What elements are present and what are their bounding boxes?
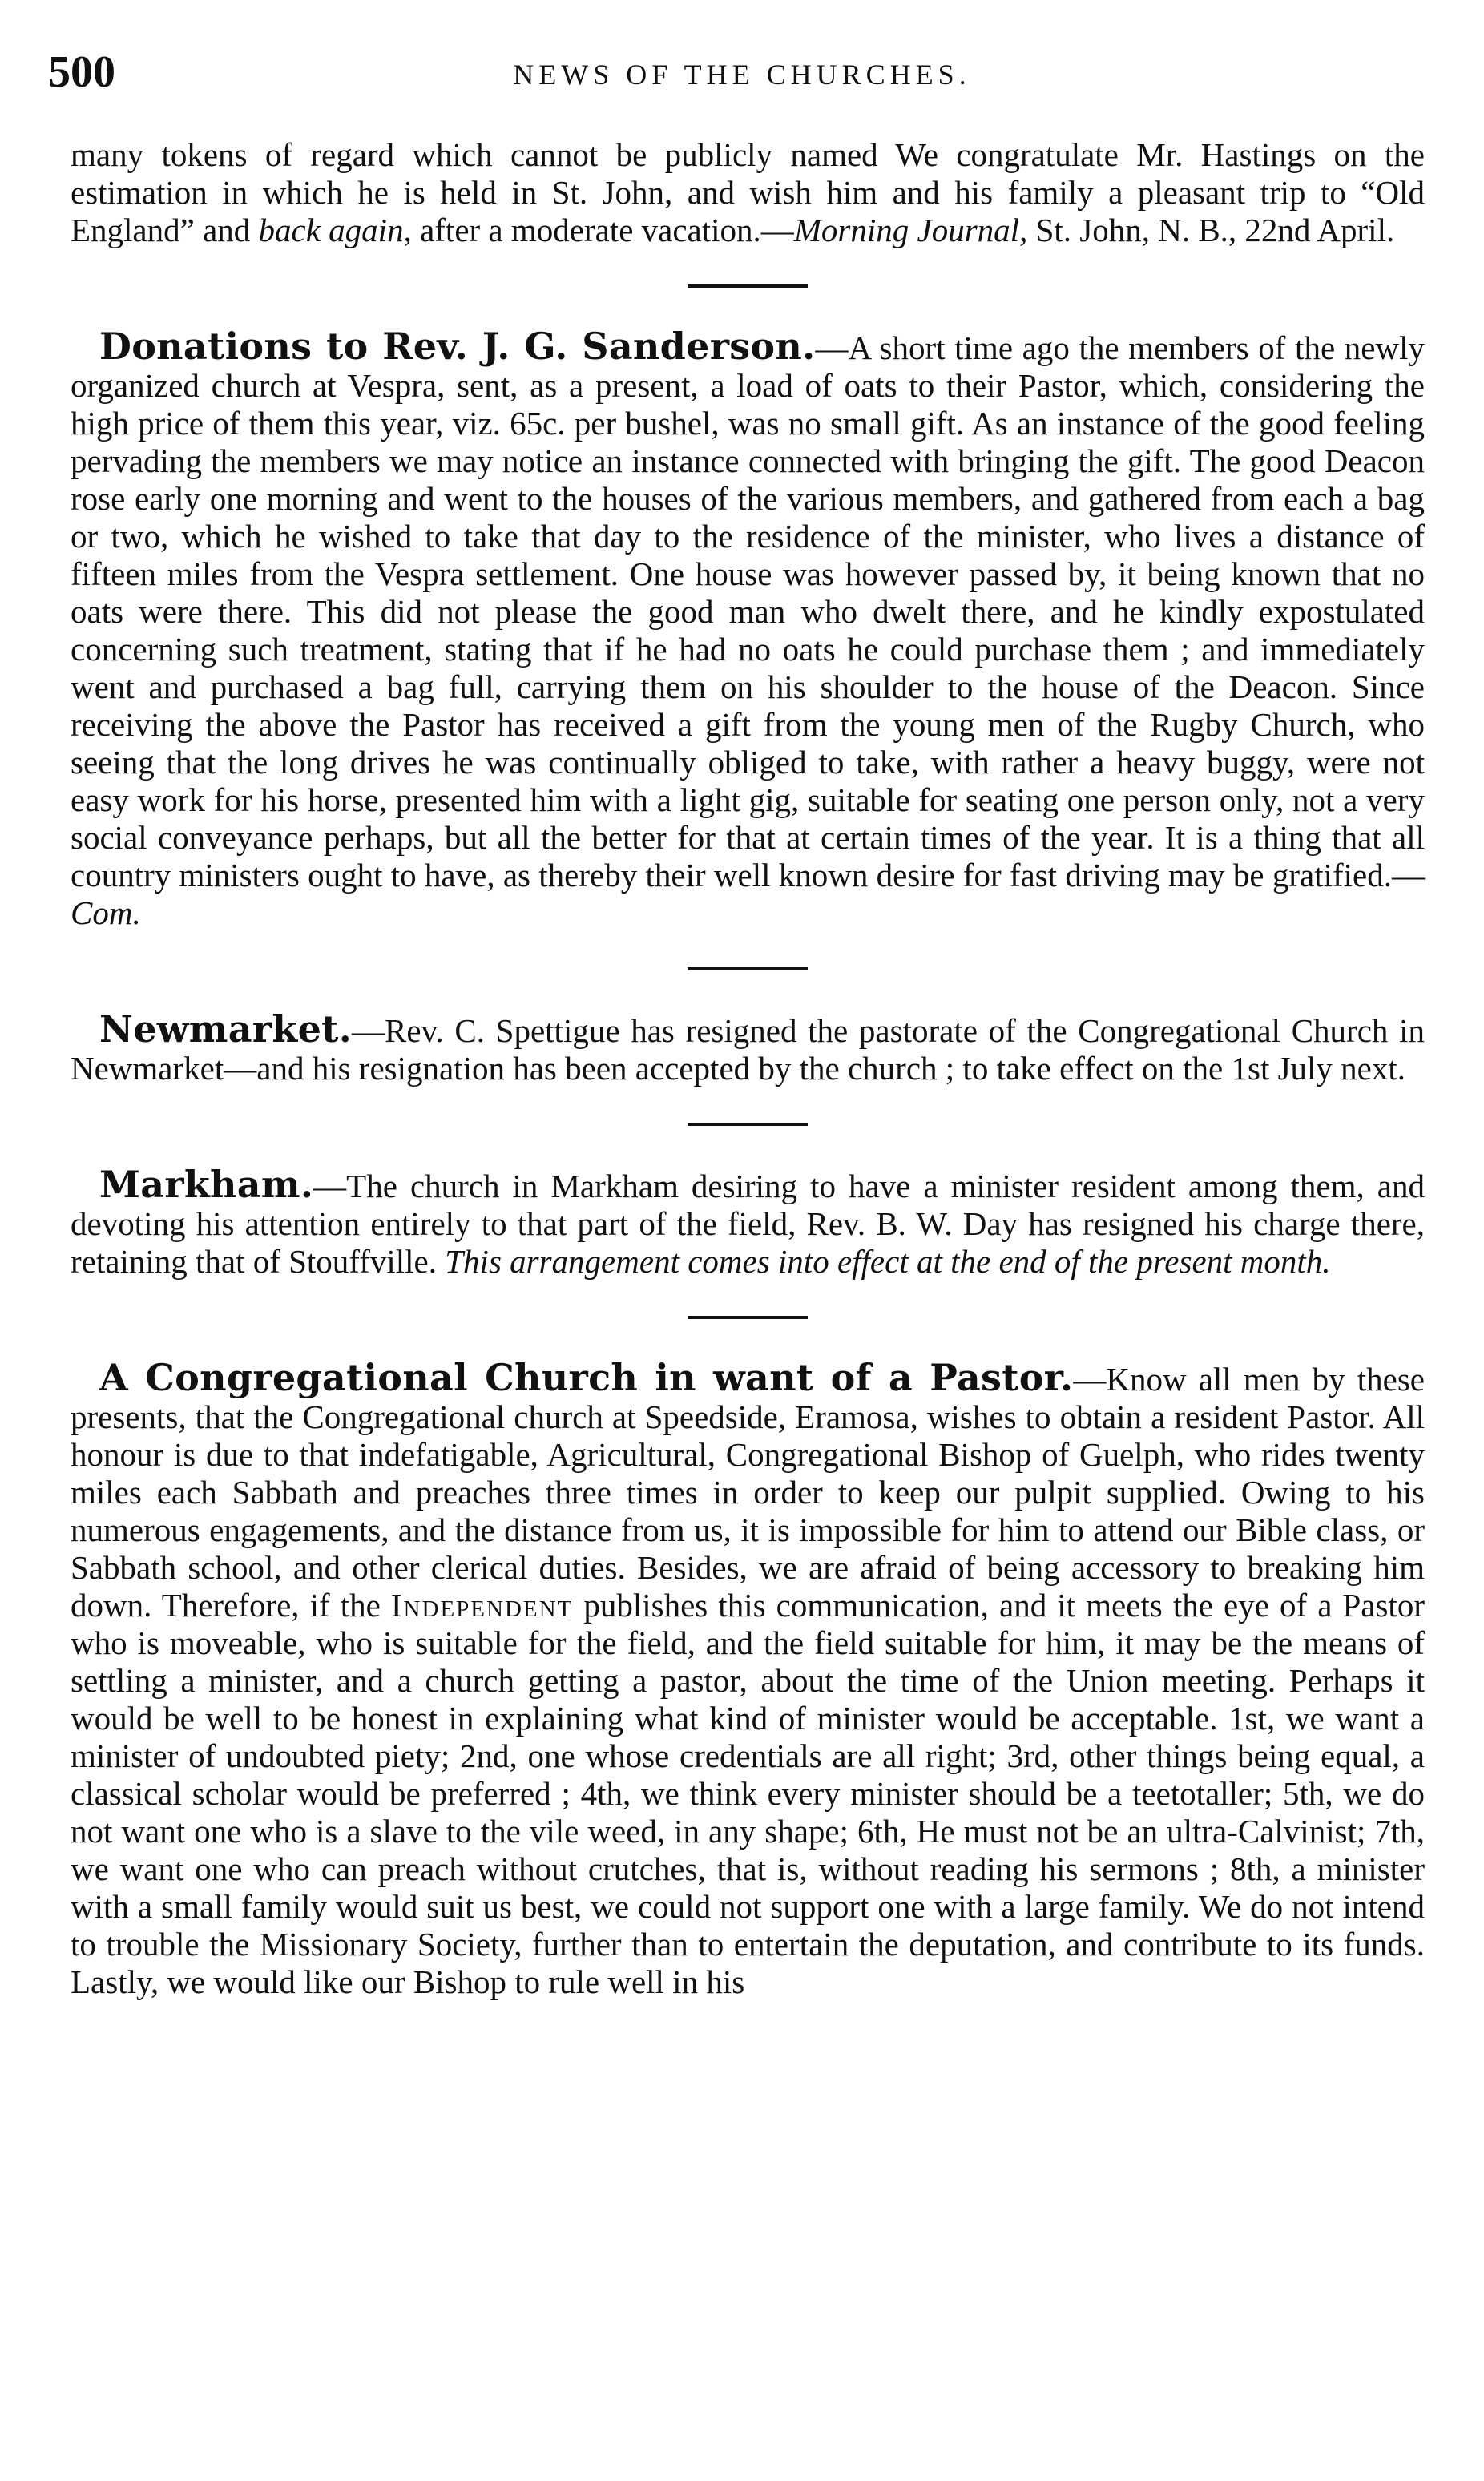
markham-italic-note: This arrangement comes into effect at the end of the present month. [445, 1243, 1331, 1280]
paragraph-speedside [71, 1356, 1425, 2001]
paragraph-newmarket [71, 1007, 1425, 1087]
hastings-source: Morning Journal [793, 212, 1020, 248]
hastings-text-a: many tokens of regard which cannot be publicly named We congratulate Mr. Hastings on the estimation in which he is held in St. John, and wish him and his family a pleasant trip to “Old England” and [71, 136, 1425, 248]
hastings-text-d: , St. John, N. B., 22nd April. [1019, 212, 1395, 248]
page-header [48, 48, 1436, 96]
article-column [71, 136, 1425, 2001]
section-divider [688, 1316, 808, 1319]
paragraph-markham [71, 1163, 1425, 1281]
hastings-text-c: , after a moderate vacation.— [403, 212, 794, 248]
hastings-italic-phrase: back again [258, 212, 404, 248]
newmarket-heading: Newmarket. [99, 1007, 353, 1051]
speedside-body-a: —Know all men by these presents, that the Congregational church at Speedside, Eramosa, wishes to obtain a resident Pastor. All honour is due to that indefatigable, Agricultural, Congregational Bishop of Guelph, who rides twenty miles each Sabbath and preaches three times in order to keep our pulpit supplied. Owing to his numerous engagements, and the distance from us, it is impossible for him to attend our Bible class, or Sabbath school, and other clerical duties. Besides, we are afraid of being accessory to breaking him down. Therefore, if the [71, 1361, 1425, 1624]
speedside-heading: A Congregational Church in want of a Pastor. [99, 1356, 1074, 1399]
paragraph-donations [71, 325, 1425, 932]
page-number: 500 [48, 47, 115, 97]
running-head: NEWS OF THE CHURCHES. [513, 58, 971, 91]
donations-heading: Donations to Rev. J. G. Sanderson. [99, 325, 816, 368]
donations-source: Com. [71, 894, 141, 931]
markham-body: —The church in Markham desiring to have a minister resident among them, and devoting his attention entirely to that part of the field, Rev. B. W. Day has resigned his charge there, retaining that of Stouffville. [71, 1168, 1425, 1280]
section-divider [688, 284, 808, 288]
section-divider [688, 1123, 808, 1126]
newmarket-body: —Rev. C. Spettigue has resigned the pastorate of the Congregational Church in Newmarket—and his resignation has been accepted by the church ; to take effect on the 1st July next. [71, 1012, 1425, 1087]
donations-body: —A short time ago the members of the newly organized church at Vespra, sent, as a present, a load of oats to their Pastor, which, considering the high price of them this year, viz. 65c. per bushel, was no small gift. As an instance of the good feeling pervading the members we may notice an instance connected with bringing the gift. The good Deacon rose early one morning and went to the houses of the various members, and gathered from each a bag or two, which he wished to take that day to the residence of the minister, who lives a distance of fifteen miles from the Vespra settlement. One house was however passed by, it being known that no oats were there. This did not please the good man who dwelt there, and he kindly expostulated concerning such treatment, stating that if he had no oats he could purchase them ; and immediately went and purchased a bag full, carrying them on his shoulder to the house of the Deacon. Since receiving the above the Pastor has received a gift from the young men of the Rugby Church, who seeing that the long drives he was continually obliged to take, with rather a heavy buggy, were not easy work for his horse, presented him with a light gig, suitable for seating one person only, not a very social conveyance perhaps, but all the better for that at certain times of the year. It is a thing that all country ministers ought to have, as thereby their well known desire for fast driving may be gratified.— [71, 329, 1425, 894]
speedside-body-b: publishes this communication, and it meets the eye of a Pastor who is moveable, who is suitable for the field, and the field suitable for him, it may be the means of settling a minister, and a church getting a pastor, about the time of the Union meeting. Perhaps it would be well to be honest in explaining what kind of minister would be acceptable. 1st, we want a minister of undoubted piety; 2nd, one whose credentials are all right; 3rd, other things being equal, a classical scholar would be preferred ; 4th, we think every minister should be a teetotaller; 5th, we do not want one who is a slave to the vile weed, in any shape; 6th, He must not be an ultra-Calvinist; 7th, we want one who can preach without crutches, that is, without reading his sermons ; 8th, a minister with a small family would suit us best, we could not support one with a large family. We do not intend to trouble the Missionary Society, further than to entertain the deputation, and contribute to its funds. Lastly, we would like our Bishop to rule well in his [71, 1587, 1425, 2000]
section-divider [688, 967, 808, 970]
markham-heading: Markham. [99, 1163, 314, 1206]
paragraph-hastings [71, 136, 1425, 249]
independent-smallcaps: Independent [390, 1587, 574, 1624]
